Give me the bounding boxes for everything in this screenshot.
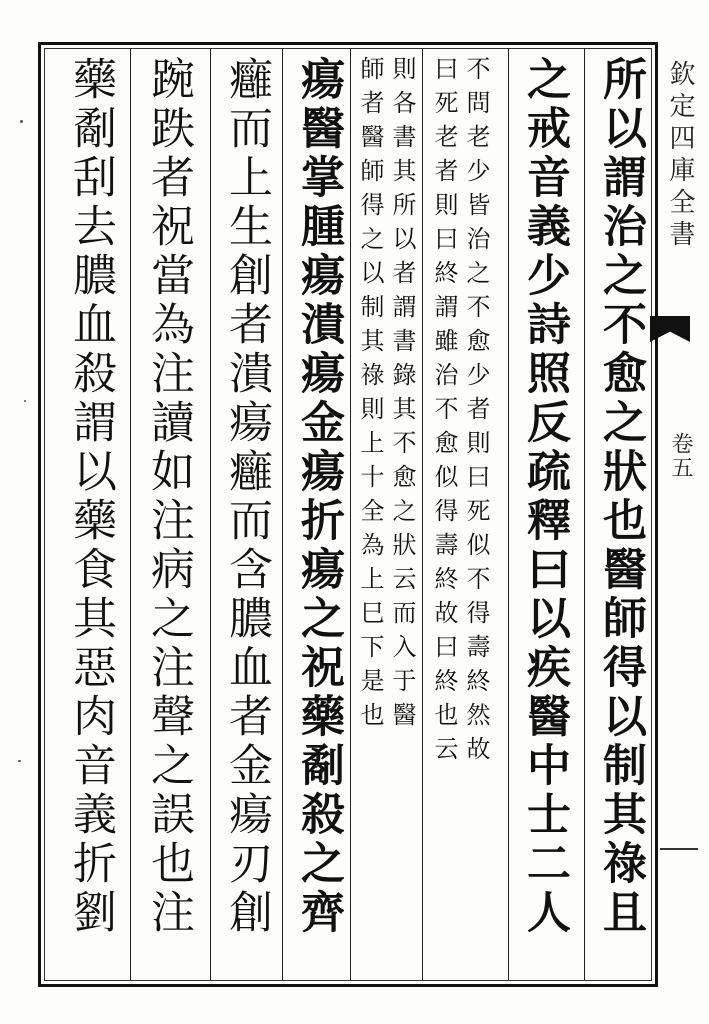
paper-speck (20, 120, 23, 123)
column-rule (282, 48, 283, 981)
column-rule (130, 48, 131, 981)
paper-speck (24, 400, 26, 402)
annotation-column-4: 師者醫師得之以制其祿則上十全為上巳下是也 (356, 56, 384, 736)
book-title: 欽定四庫全書 (665, 60, 695, 252)
margin-divider (660, 848, 698, 850)
annotation-column-3: 則各書其所以者謂書錄其不愈之狀云而入于醫 (388, 56, 416, 736)
text-column-1: 所以謂治之不愈之狀也醫師得以制其祿且 (595, 56, 646, 938)
column-rule (584, 48, 585, 981)
text-column-2: 之戒音義少詩照反疏釋曰以疾醫中士二人 (519, 56, 570, 938)
annotation-column-2: 曰死老者則曰終謂雖治不愈似得壽終故曰終也云 (430, 56, 458, 770)
paper-speck (18, 760, 21, 762)
column-rule (422, 48, 423, 981)
column-rule (350, 48, 351, 981)
column-rule (210, 48, 211, 981)
column-rule (508, 48, 509, 981)
volume-number: 卷五 (668, 432, 693, 480)
text-column-6: 藥劀刮去膿血殺謂以藥食其惡肉音義折劉 (65, 56, 116, 938)
text-column-3: 瘍醫掌腫瘍潰瘍金瘍折瘍之祝藥劀殺之齊 (293, 56, 344, 938)
text-column-4: 癰而上生創者潰瘍癰而含膿血者金瘍刃創 (221, 56, 272, 938)
text-column-5: 踠跌者祝當為注讀如注病之注聲之誤也注 (143, 56, 194, 938)
annotation-column-1: 不問老少皆治之不愈少者則曰死似不得壽終然故 (462, 56, 490, 770)
